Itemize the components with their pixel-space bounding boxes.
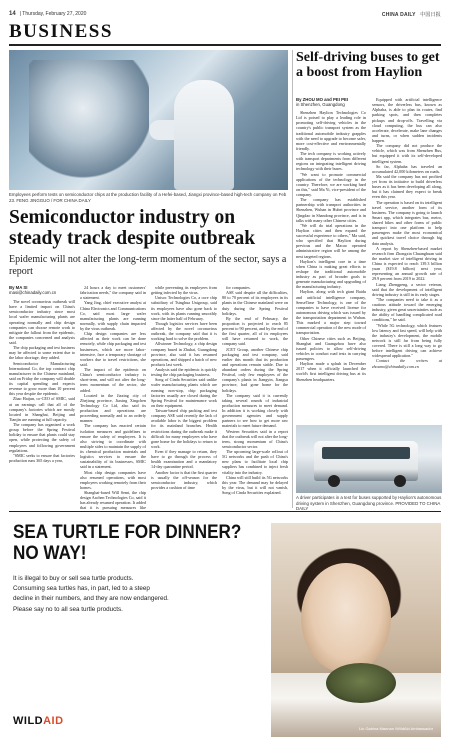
main-photo-caption: Employees perform tests on semiconductor chips at the production facility of a Hefei-based, Jiangxi province-based high-tech company on Feb 23. FENG JINGGUO / FOR CHINA DAILY — [9, 192, 287, 203]
right-headline: Self-driving buses to get a boost from Haylion — [296, 50, 440, 81]
right-byline — [296, 97, 368, 108]
photo-bus-window — [322, 447, 410, 459]
ad-top-rule — [9, 511, 441, 512]
photo-bus-wheel — [328, 475, 340, 487]
page-header — [9, 9, 441, 19]
section-divider — [9, 44, 441, 46]
right-byline-location: in Shenzhen, Guangdong — [296, 102, 345, 108]
section-title: BUSINESS — [9, 21, 113, 42]
bus-photo-caption: A driver participates in a test for buses supported by Haylion's autonomous driving system in Shenzhen, Guangdong province. PROVIDED TO CHINA DAILY — [296, 495, 442, 511]
page-number: 14 — [9, 11, 16, 17]
photo-worker — [174, 80, 234, 190]
main-story-column-4: for companies. ASE said despite all the difficulties, 80 to 70 percent of its employees in its plants in the Chinese mainland were on duty during the Spring Festival holidays. By the end of February, the proportion is projected to reach 85 percent to 90 percent, and by the end of the first quarter, all of its employees will have returned to work, the company said. JCET Group, another Chinese chip packaging and test company, said earlier this month that its production and operations remain stable. Due to abundant orders during the Spring Festival, only few employees of the company's plants in Jiangyin, Jiangsu province, had gone home for the holidays. The company said it is currently taking several rounds of industrial production measures to meet demand. In addition it is working closely with government agencies and supply partners to see how to get more raw materials to meet future demand. Western Securities said in a report that the outbreak will not alter the long-term, strong momentum of China's semiconductor sector. The upcoming large-scale rollout of 5G networks and the push of China's new plans to facilitate local chip suppliers has combined to inject fresh vitality into the industry. China will still build its 5G networks this year. The demand may be delayed by the virus, but it will not vanish, Song of Cinda Securities explained. — [222, 285, 288, 495]
main-story-photo — [9, 50, 288, 190]
photo-machine — [29, 60, 149, 180]
byline-name: By MA SI — [9, 285, 28, 290]
right-story-column-1: Shenzhen Haylion Technologies Co Ltd is poised to play a leading role in promoting self-driving vehicles in the country's public transport system as the traditional automobile industry grapples with the need to upgrade to become safer, more cost-effective and environmentally friendly. The tech company is working actively with transport departments from different regions on integrating intelligent driving technology with their buses. "We want to promote commercial applications of the technology in the country. Therefore, we are working hard on this," said Ma Yi, vice-president of the company. The company has established partnership with transport authorities in Shenzhen, Wuhan in Hubei province and Qingdao in Shandong province, and is in talks with many other Chinese cities. "We will do trial operations in the Haylion cities and then expand the successful experience to others," Ma said, who specified that Haylion during previous and the Macao operated administrative region will be among the next targeted regions. Haylion's intelligent core in a time when China is making great efforts to reshape the traditional automobile industry as part of broader goals to generate manufacturing and upgrading of the manufacturing industry. Haylion, along with tech giant Baidu and artificial intelligence company, SenseTime Technology, is one of the companies to have received license for autonomous driving which was issued by the transportation department in Wuhan. This marked a major step toward commercial operation of the new mode of transportation. Other Chinese cities such as Beijing, Shanghai and Guangzhou have also issued policies to allow self-driving vehicles to conduct road tests in carrying passengers. Haylion made a splash in December 2017 when it officially launched the world's first intelligent driving bus at its Shenzhen headquarters. — [296, 110, 366, 382]
publication-date: | Thursday, February 27, 2020 — [19, 11, 87, 17]
bus-photo — [296, 425, 442, 493]
main-story-column-2: 24 hours a day to meet customers' fabrication needs," the company said in a statement. Yang Jing, chief executive analyst at China Electronics and Communications Co, said most large wafer manufacturing plants are running normally, with supply chain impacted by the virus outbreak. Chip design companies are less affected as their work can be done remotely, while chip packaging and test businesses, which are more labor-intensive, face a temporary shortage of workers due to travel restrictions, she said. The impact of the epidemic on China's semiconductor industry is short-term, and will not alter the long-term momentum of the sector, she added. Located in the Jiaxing city of Zhejiang province, Jiaxing Xingchen Technology Co Ltd, also said its production and operations are proceeding normally and to an orderly manner. The company has enacted certain isolation measures and guidelines to ensure the safety of employees. It is also striving to coordinate with multiple sides to maintain the supply of its chemical production materials and logistics services to ensure the sustainability of its businesses, SMIC said in a statement. Most chip design companies have also resumed operations, with most employees working remotely from their homes. Shanghai-based Will Semi, the chip design Aachen Technologies Co, said it has already resumed operation. It added that it is pursuing measures like — [80, 285, 147, 511]
column-divider — [292, 50, 293, 508]
ad-photo-turtle — [326, 663, 396, 703]
ad-photo — [271, 523, 441, 737]
main-headline: Semiconductor industry on steady track despite outbreak — [9, 207, 256, 249]
ad-body-text: It is illegal to buy or sell sea turtle products. Consuming sea turtles has, in part, led to a steep decline in their numbers, and they are now endangered. Please say no to all sea turtle products. — [13, 575, 169, 613]
advertisement — [9, 511, 441, 739]
photo-bus-wheel — [394, 475, 406, 487]
publication-name: CHINA DAILY 中国日报 — [381, 11, 441, 18]
ad-photo-face — [301, 563, 391, 673]
main-byline — [9, 285, 77, 296]
ad-headline-line-1: SEA TURTLE FOR DINNER? — [13, 522, 242, 543]
ad-photo-credit: Liu Gabina Mannan /WildAid Ambassador — [359, 726, 434, 731]
ad-headline-line-2: NO WAY! — [13, 543, 87, 564]
main-story-column-3: while preventing its employees from getting infected by the virus. Unisoc Technologies Co, a core chip subsidiary of Tsinghua Unigroup, said its employees have also gone back to work, with its plants running smoothly since the latter half of February. Though logistics services have been affected by the novel coronavirus outbreak, the company said that it is working hard to solve the problem. Allwinner Technology, a chip design company based in Zhuhai, Guangdong province, also said it has resumed operations, and shipped a batch of new products last week. Analysts said the epidemic is quickly testing the chip packaging business. Song of Cinda Securities said unlike wafer manufacturing plants which are running non-stop, chip packaging factories usually are closed during the Spring Festival for maintenance work on their equipment. Taiwan-based chip packing and test company ASE said recently the lack of available labor is the biggest problem for its mainland branches. Health restrictions during the outbreak make it difficult for many employees who have gone home for the holidays to return to work. Even if they manage to return, they have to go through the process of health examination and a mandatory 14-day quarantine period. Another factor is that the first quarter is usually the off-season for the semiconductor industry, which provides a cushion of time — [151, 285, 217, 490]
byline-email: masi@chinadaily.com.cn — [9, 290, 57, 296]
right-story-column-2: Equipped with artificial intelligence sensors, the driverless bus, known as Alphaba, is able to plan its routes, find parking spots, and then completes pickups and drop-offs. Travelling via cloud computing, the bus can also accelerate, decelerate, make lane changes and turns, or when sudden incidents happen. The company did not produce the vehicle, which was from Shenzhen Bus, but equipped it with its self-developed intelligent system. So far, Alphaba has traveled an accumulated 42,000 kilometers on roads. Ma said the company has not profited yet from its initiative to build driverless buses as it has been developing all along, but it has claimed they expect to break even this year. The operation is based on its intelligent travel service, another form of its business. The company is going to launch Smart app, which integrates bus, metro, shared bikes and other forms of public transport into one platform to help passengers make the most economical and quickest travel choice through big data analysis. A report by Shenzhen-based market research firm Zhongxin Chuanghuan said the market size of intelligent driving in China is expected to reach 139.3 billion yuan ($19.8 billion) next year, representing an annual growth rate of 29.9 percent from 2019 to 2022. Liang Zhengpeng, a sector veteran, said that the development of intelligent driving industry is still in its early stages. "The companies need to take it as a cautious attitude toward the emerging industry, given great uncertainties such as the ability of handling complicated road conditions," he said. "While 5G technology, which features low latency and fast speed, will help with the industry's development, the mobile network is still far from being fully covered. There is still a long way to go before intelligent driving can achieve widespread application." Contact the writers at zhoumo@chinadaily.com.cn — [372, 97, 442, 369]
right-byline-names: By ZHOU MO and PEI PEI — [296, 97, 349, 102]
publication-name-cn: 中国日报 — [420, 11, 441, 18]
main-subhead: Epidemic will not alter the long-term momentum of the sector, says a report — [9, 254, 287, 277]
wildaid-logo: WILDAID — [13, 715, 64, 727]
main-story-column-1: The novel coronavirus outbreak will have a limited impact on China's semiconductor industry since most local wafer manufacturing plants are operating normally and chip design companies can choose remote work to mitigate the fallout from the epidemic, the companies concerned and analysts said. The chip packaging and test business may be affected to some extent due to the labor shortage, they added. Semiconductor Manufacturing International Co, the top contract chip manufacturer in the Chinese mainland, said on Friday the company will double its capital spending and expects revenue to grow more than 10 percent this year despite the epidemic. Zhao Haijun, co-CEO of SMIC, said at an earnings call that all of the company's factories which are mostly located in Shanghai, Beijing and Tianjin are running at full capacity. The company has organized a work group before the Spring Festival holiday to ensure that plants could stay open, while protecting the safety of employees and following government regulations. "SMIC seeks to ensure that factories production runs 365 days a year, — [9, 299, 75, 463]
ad-headline — [13, 522, 247, 564]
